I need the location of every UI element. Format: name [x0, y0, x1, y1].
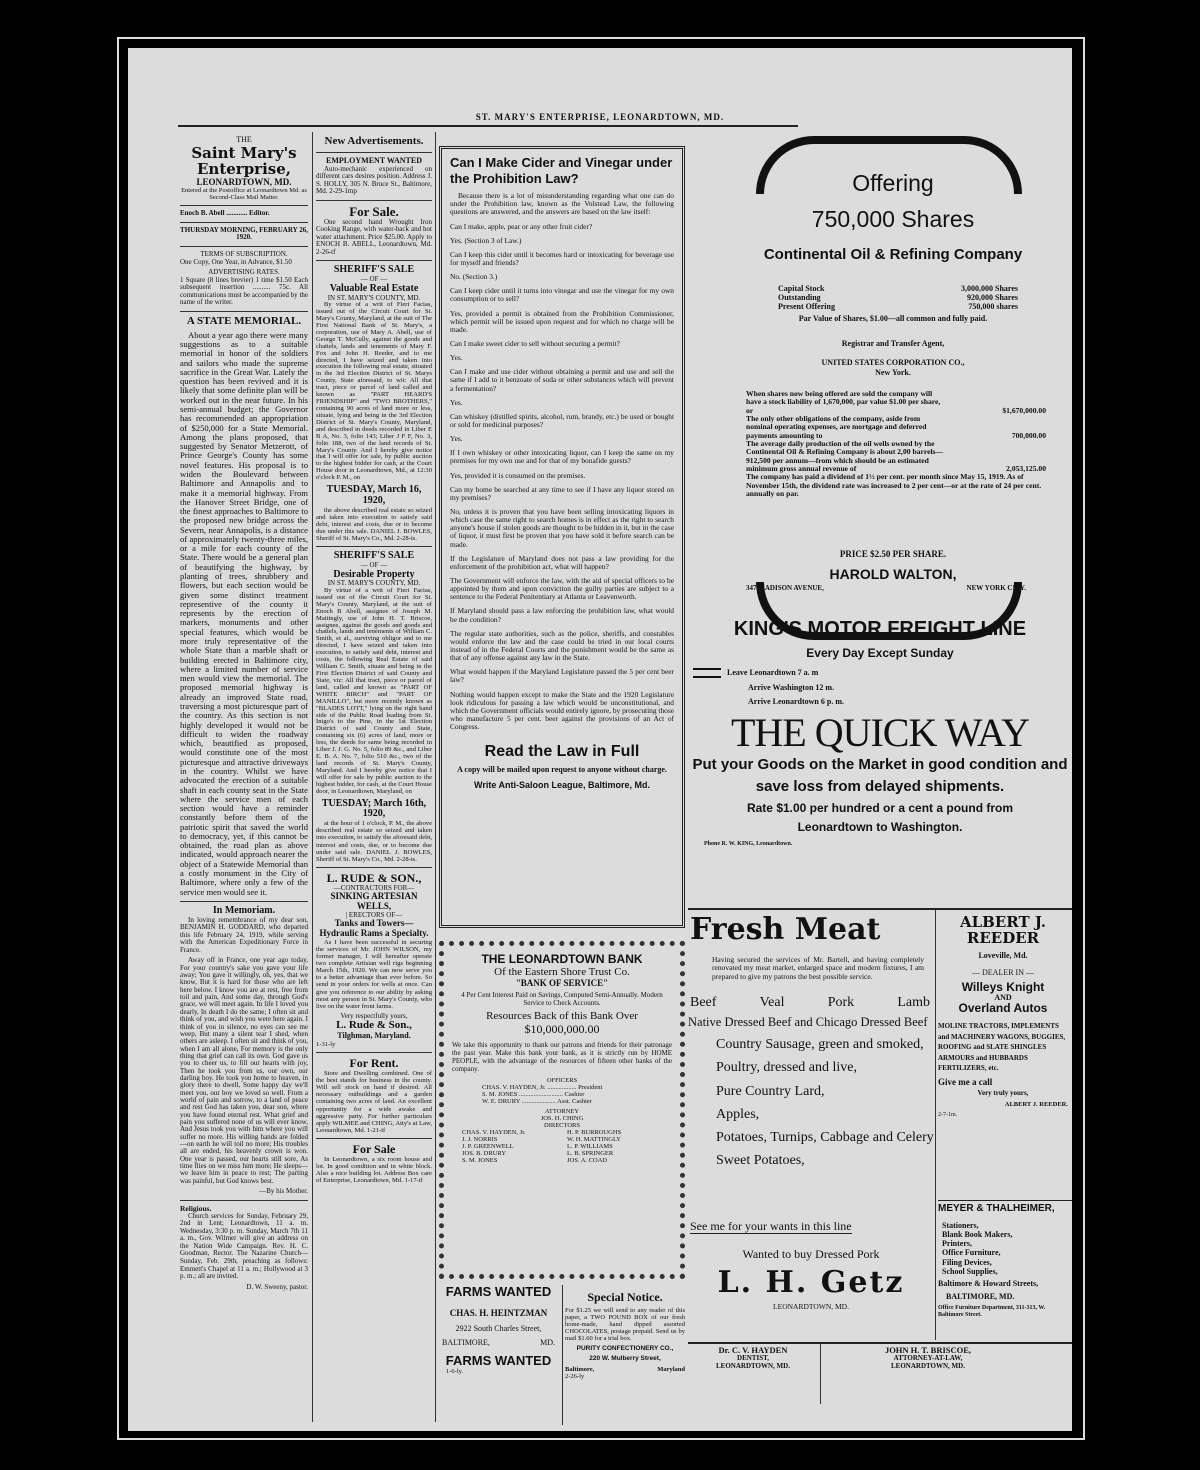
special-city: Baltimore, [565, 1366, 595, 1374]
masthead-title: Saint Mary's Enterprise, [191, 143, 297, 179]
cider-qa-10: Can whiskey (distilled spirits, alcohol, rum, brandy, etc.) be used or bought or sold for medicinal purposes? [450, 411, 674, 429]
meyer-dept: Office Furniture Department, 311-313, W. Baltimore Street. [938, 1305, 1046, 1318]
memoriam-sign: —By his Mother. [259, 1187, 308, 1196]
cider-qa-15: No, unless it is proven that you have been selling intoxicating liquors in which case the same right to search homes is in effect as the right to search anyone's house if stolen goods are thought to be hidden in it, but in the case of liquor, it must first be proven that you have sold it before search can be made. [450, 506, 674, 549]
cider-qa-14: Can my home be searched at any time to see if I have any liquor stored on my premises? [450, 484, 674, 502]
sheriff2-heading: SHERIFF'S SALE [333, 550, 415, 562]
meat-kind: Lamb [897, 994, 930, 1010]
kings-freight-ad [688, 613, 1072, 903]
meyer-item: Printers, [942, 1239, 972, 1249]
meat-item: Potatoes, Turnips, Cabbage and Celery [716, 1129, 934, 1145]
meat-kind: Beef [690, 994, 717, 1010]
briscoe-name: JOHN H. T. BRISCOE, [884, 1346, 972, 1355]
bank-attorney-head: ATTORNEY [544, 1108, 580, 1115]
oil-company: Continental Oil & Refining Company [763, 246, 1023, 263]
bank-resources: Resources Back of this Bank Over [486, 1010, 638, 1022]
briscoe-card [823, 1346, 1033, 1406]
memorial-body: About a year ago there were many suggestions as to a suitable memorial in honor of the soldiers and sailors who made the supreme sacrifice in the Great War. Lately the question has been revived and it is likely that some definite plan will be worked out in the near future. In his semi-annual budget; the Governor has recommended an appropriation of $250,000 for a State Memorial. Among the plans proposed, that suggested by Senator Metzerott, of Prince George's County has some novel features. His proposal is to widen the Boulevard between Baltimore and Annapolis and to make it a memorial highway. From the Hanover Street Bridge, one of the finest approaches to Baltimore to the proposed new bridge across the Severn, near Annapolis, is a distance of approximately twenty-three miles, or a mile for each county of the State. There would be a general plan of beautifying the highway, by planting of trees, shrubbery and flowers, but each section would be given some distinct treatment representive of the county it represents by the erection of markers, monuments and other special features, which would be more truly representative of the whole State than a marble shaft or building erected in Baltimore city, where a limited number of service men would view the memorial. The proposed memorial highway is already an improved State road, traversing a most picturesque part of the country. As this section is not highly developed it would not be difficult to widen the roadway which, beautified as proposed, would constitute one of the most picturesque and attractive driveways in the country. Whilst we have advocated the erection of a suitable shaft in each county seat in the State where the service men of each section would have a reminder constantly before them of the patriotic spirit that saved the world to democracy, yet, if this cannot be obtained, the road plan as above indicated, would approach nearer the object of a Statewide Memorial than a costly monument in the City of Baltimore, where only a few of the service men would see it. [180, 329, 308, 897]
capital-value: 920,000 Shares [967, 293, 1018, 302]
masthead-entered: Entered at the Postoffice at Leonardtown Md. as Second-Class Mail Matter. [181, 187, 307, 202]
sheriff2-tail: at the hour of 1 o'clock, P. M., the above described real estate so seized and taken into execution, to satisfy the aforesaid debt, interest and costs, due, or to become due under said sale. DANIEL J. BOWLES, Sheriff of St. Mary's Co., Md. 2-28-ts. [316, 820, 432, 863]
meat-native: Native Dressed Beef and Chicago Dressed Beef [688, 1014, 928, 1029]
capital-value: 750,000 shares [968, 302, 1018, 311]
arrow-icon [693, 668, 721, 678]
rude-erectors: | ERECTORS OF— [345, 910, 403, 919]
bank-directors [452, 1129, 672, 1164]
rates-heading: ADVERTISING RATES. [208, 268, 280, 277]
rude-resp: Very respectfully yours, [340, 1011, 408, 1020]
masthead-place: LEONARDTOWN, MD. [196, 176, 292, 187]
oil-shares: 750,000 Shares [811, 206, 975, 232]
director: J. J. NORRIS [462, 1136, 498, 1143]
meat-item: Sweet Potatoes, [716, 1152, 805, 1168]
forsale-text: One second hand Wrought Iron Cooking Range, with water-back and hot water attachment. Price $25.00. Apply to ENOCH B. ABELL, Leonardtown, Md. 2-26-tf [316, 217, 432, 256]
oil-production-amt: 2,053,125.00 [1006, 464, 1046, 474]
meat-wanted: Wanted to buy Dressed Pork [742, 1246, 880, 1261]
religious-heading: Religious. [180, 1203, 212, 1213]
meat-place: LEONARDTOWN, MD. [773, 1302, 849, 1312]
meat-item: Pure Country Lard, [716, 1083, 825, 1099]
director: L. P. WILLIAMS [567, 1143, 613, 1150]
cider-qa-8: Can I make and use cider without obtaining a permit and use and sell the same if I add to it benzoate of soda or other substances which will prevent a fermentation? [450, 367, 674, 393]
newspaper-page [128, 48, 1072, 1431]
bank-motto: "BANK OF SERVICE" [515, 978, 609, 988]
kings-schedule-0: Leave Leonardtown 7 a. m [693, 668, 1072, 678]
meyer-item: Blank Book Makers, [942, 1229, 1013, 1239]
oil-production: The average daily production of the oil wells owned by the Continental Oil & Refining Company is about 2,00 barrels—912,500 per annum—from which should be an estimated minimum gross annual revenue of [746, 439, 944, 474]
new-ads-heading: New Advertisements. [324, 136, 424, 147]
farms-city: BALTIMORE, [442, 1338, 490, 1348]
bank-officers-head: OFFICERS [546, 1077, 578, 1084]
oil-obligations: The only other obligations of the company, aside from nominal operating expenses, are mortgage and deferred payments amounting to [746, 414, 927, 440]
bank-thanks: We take this opportunity to thank our patrons and friends for their patronage the past year. Make this bank your bank, as it is strictly run by HOME PEOPLE, with the advantage of the resources of fifteen other banks of the company. [452, 1041, 672, 1073]
terms-heading: TERMS OF SUBSCRIPTION. [200, 250, 288, 259]
getz-ad [688, 1220, 934, 1340]
bank-ad [439, 941, 685, 1279]
bank-directors-head: DIRECTORS [544, 1122, 580, 1129]
meat-name: L. H. Getz [717, 1264, 905, 1300]
memorial-heading: A STATE MEMORIAL. [186, 314, 302, 327]
director: J. P. GREENWELL [462, 1143, 514, 1150]
reeder-ad [938, 914, 1068, 1164]
cider-qa-0: Can I make, apple, pear or any other fruit cider? [450, 221, 593, 231]
meyer-item: Stationers, [942, 1220, 979, 1230]
kings-rate: Rate $1.00 per hundred or a cent a pound from Leonardtown to Washington. [746, 800, 1014, 835]
reeder-sign: ALBERT J. REEDER. [1004, 1100, 1068, 1108]
sheriff1-county: IN ST. MARY'S COUNTY, MD. [327, 293, 421, 302]
hayden-card [688, 1346, 818, 1406]
reeder-yours: Very truly yours, [977, 1089, 1029, 1098]
sheriff2-title: Desirable Property [333, 568, 415, 580]
meat-kinds [690, 995, 930, 1010]
reeder-and: AND [994, 992, 1012, 1002]
forrent-heading: For Rent. [349, 1056, 399, 1071]
sheriff1-body: By virtue of a writ of Fieri Facias, issued out of the Circuit Court for St. Mary's County, Maryland, at the suit of The First National Bank of St. Mary's, a corporation, use of Mary A. Abell, use of George T. McCully, against the goods and chattels, lands and tenements of Mary F. Fox and John H. Reeder, and to me directed, I have seized and taken into execution the following real estate, situated in the 3rd Election District of St. Marys County, State aforesaid, to wit: All that tract, piece or parcel of land called and known as "PART HEARD'S FRIENDSHIP" and "TWO BROTHERS," containing 90 acres of land more or less, situate, lying and being in the 3rd Election District of St. Mary's County, Maryland, and described in deeds recorded in Liber E B A, No. 3, folio 143; Liber J F F, No. 3, folio 188, two of the land records of St. Mary's County. And I hereby give notice that I will offer for sale, by public auction to the highest bidder for cash, at the Court House door in Leonardtown, Md., at 12:30 o'clock P. M., on [316, 301, 432, 482]
director: JOS. A. COAD [567, 1157, 608, 1164]
employment-text: Auto-mechanic experienced on different cars desires position. Address J. S. HOLLY, 305 N. Bruce St., Baltimore, Md. 2-29-1mp [316, 164, 432, 196]
masthead-the: THE [236, 136, 252, 144]
meat-kind: Veal [759, 994, 785, 1010]
kings-put: Put your Goods on the Market in good condition and save loss from delayed shipments. [692, 755, 1068, 796]
column-1 [180, 136, 308, 1426]
terms-text: One Copy, One Year, in Advance, $1.50 [180, 257, 292, 266]
hayden-place: LEONARDTOWN, MD. [716, 1361, 790, 1370]
sheriff1-heading: SHERIFF'S SALE [333, 264, 415, 276]
meat-see: See me for your wants in this line [690, 1220, 852, 1233]
meyer-name: MEYER & THALHEIMER, [938, 1204, 1055, 1214]
cider-qa-16: If the Legislature of Maryland does not pass a law providing for the enforcement of the prohibition act, what will happen? [450, 553, 674, 571]
bank-amount: $10,000,000.00 [524, 1022, 600, 1036]
cider-write: Write Anti-Saloon League, Baltimore, Md. [473, 780, 650, 791]
bank-of: Of the Eastern Shore Trust Co. [494, 966, 630, 978]
oil-corp: UNITED STATES CORPORATION CO., [821, 358, 965, 367]
oil-dividend: The company has paid a dividend of 1½ per cent. per month since May 15, 1919. As of November 15th, the dividend rate was increased to 2 per cent—or at the rate of 24 per cent. annually on par. [746, 472, 1042, 499]
bank-interest: 4 Per Cent Interest Paid on Savings, Computed Semi-Annually. Modern Service to Check Accounts. [461, 991, 663, 1007]
reeder-cars2: Overland Autos [958, 1001, 1048, 1016]
director: JOS. B. DRURY [462, 1150, 507, 1157]
meat-item: Country Sausage, green and smoked, [716, 1037, 924, 1053]
cider-intro: Because there is a lot of misunderstanding regarding what one can do under the Prohibition law, known as the Volstead Law, the following questions are answered, and the answers are based on the law itself: [450, 192, 674, 217]
kings-phone: Phone R. W. KING, Leonardtown. [704, 841, 793, 848]
page-header: ST. MARY'S ENTERPRISE, LEONARDTOWN, MD. [475, 112, 725, 122]
rude-wells: SINKING ARTESIAN WELLS, [330, 891, 418, 912]
rude-body: As I have been successful in securing the services of Mr. JOHN WILSON, my former manager, I will hereafter operate two complete Artisian well rigs beginning March 15th, 1920. We can now serve you to a better advantage than ever before. So send in your orders for wells at once. Can give you reference to our ability by asking most any person in St. Mary's County, who live on the water front farms. [316, 938, 432, 1010]
sheriff2-body: By virtue of a writ of Fieri Facias, issued out of the Circuit Court for St. Mary's County, Maryland, at the suit of Enoch B Abell, assignee of Joseph M. Mattingly, use of John H. T. Briscoe, assignee, against the goods and goods and chattels, lands and tenements of William C. Smith, et al., surviving obligor and to me directed, I have seized and taken into execution, to satisfy said debt, interest and costs, the following Real Estate of said William C. Smith, situate and being in the First Election District of said County and State, viz: All that tract, piece or parcel of land, called and known as "PART OF WHITE BIRCH" and "PART OF MANILLO", but more recently known as "BLADES LOTT," lying on the right hand side of the Public Road leading from St. Inigo's to the Pine, in the 1st Election District of said County and State, containing six (6) acres of land, more or less, the deeds for same being recorded in Liber J. J. G. No. 5, folio 89 &c., and Liber E. B. A. No. 7, folio 510 &c., two of the land records of St. Mary's County, Maryland. And I hereby give notice that I will offer for sale by public auction to the highest bidder, for cash, at the Court House door, in Leonardtown, Maryland, on [316, 586, 432, 795]
director: L. B. SPRINGER [567, 1150, 614, 1157]
sheriff1-tail: the above described real estate so seized and taken into execution to satisfy said debt, interest and costs, due or to become due under this sale. DANIEL J. BOWLES, Sheriff of St. Mary's Co., Md. 2-28-ts. [316, 506, 432, 543]
forsale-heading: For Sale. [349, 203, 399, 219]
sheriff1-title: Valuable Real Estate [329, 282, 419, 294]
cider-qa-9: Yes. [450, 397, 463, 407]
reeder-dealer: — DEALER IN — [972, 968, 1034, 977]
memoriam-poem: Away off in France, one year ago today, For your country's sake you gave your life away; You gave it willingly, oh, yes, that we know, But it is hard for those who are left here below. I know you are at rest, free from toil and pain, And some day, through God's grace, we will meet again. In life I loved you dearly, In death I do the same; I often sit and think of you, and wish you were here again. I think of you in silence, no eyes can see me weep, But many a silent tear I shed, when others are asleep. I often sit and think of you, when I am all alone, For memory is the only thing that grief can call its own. God gave us you to cheer us, to fill our hearts with joy, Then he took you from us, our own, our darling boy. He took you home to heaven, in glory there to dwell, Some happy day we'll meet you, our boy we loved so well. From a world of pain and sorrow, to a land of peace and rest God has taken you, dear son, where you have found eternal rest. What grief and pain you suffered none of us will ever know, And Jesus took you with him where you will suffer no more. His willing hands are folded—on earth he will toil no more; His troubles all are ended, his heavenly crown is won. One year is passed, our hearts still sore, As time flies on we miss him more; He sleeps—we leave him in peace to rest; The parting was painful, but God knows best. [180, 956, 308, 1185]
masthead-editor: Enoch B. Abell ............ Editor. [180, 209, 270, 218]
bank-officer: S. M. JONES ........................... Cashier [482, 1091, 585, 1098]
rude-sub: —CONTRACTORS FOR— [333, 883, 415, 892]
briscoe-title: ATTORNEY-AT-LAW, [893, 1354, 963, 1363]
oil-details [746, 390, 1046, 498]
kings-every: Every Day Except Sunday [806, 645, 954, 660]
cider-title: Can I Make Cider and Vinegar under the Prohibition Law? [450, 155, 673, 186]
farms-head: FARMS WANTED [445, 1285, 552, 1299]
hayden-title: DENTIST, [737, 1354, 769, 1363]
cider-qa-5: Yes, provided a permit is obtained from the Prohibition Commissioner, which permit will be issued upon request and for which no charge will be made. [450, 308, 674, 334]
oil-offering: Offering [852, 170, 934, 196]
oil-price: PRICE $2.50 PER SHARE. [839, 549, 947, 559]
reeder-name: ALBERT J. REEDER [959, 914, 1047, 948]
briscoe-place: LEONARDTOWN, MD. [891, 1361, 965, 1370]
special-date: 2-26-ly [565, 1373, 585, 1381]
meyer-addr: Baltimore & Howard Streets, [938, 1278, 1039, 1288]
special-co: PURITY CONFECTIONERY CO., [576, 1345, 674, 1353]
cider-qa-4: Can I keep cider until it turns into vinegar and use the vinegar for my own consumption or to sell? [450, 286, 674, 304]
meat-title: Fresh Meat [690, 914, 881, 947]
masthead-date: THURSDAY MORNING, FEBRUARY 26, 1920. [180, 225, 308, 242]
reeder-date: 2-7-1m. [938, 1111, 958, 1118]
cider-qa-20: What would happen if the Maryland Legislature passed the 5 per cent beer law? [450, 667, 674, 685]
cider-qa-18: If Maryland should pass a law enforcing the prohibition law, what would be the condition? [450, 606, 674, 624]
kings-quick: THE QUICK WAY [730, 709, 1030, 755]
oil-sold: When shares now being offered are sold the company will have a stock liability of 1,670,000, par value $1.00 per share, or [746, 389, 941, 415]
rude-tanks: Tanks and Towers—Hydraulic Rams a Specialty. [319, 918, 429, 939]
kings-schedule-2: Arrive Leonardtown 6 p. m. [748, 697, 844, 707]
oil-agent: HAROLD WALTON, [829, 566, 957, 582]
rude-heading: L. RUDE & SON., [326, 870, 422, 885]
capital-label: Outstanding [778, 293, 821, 302]
oil-capital [778, 284, 1018, 311]
director: CHAS. V. HAYDEN, Jr. [462, 1129, 526, 1136]
cider-qa-11: Yes. [450, 434, 463, 444]
rude-sign: L. Rude & Son., [336, 1019, 412, 1032]
farms-ad [436, 1285, 561, 1425]
meyer-items [938, 1221, 1068, 1276]
cider-qa-19: The regular state authorities, such as the police, sheriffs, and constables would enforce the law and the case could be tried in our local courts instead of in the Federal Courts and the punishment would be the same as that of any offense against any law in the State. [450, 628, 674, 663]
cider-read: Read the Law in Full [484, 743, 640, 761]
header-rule [178, 125, 798, 127]
farms-date: 1-6-ly. [446, 1368, 464, 1376]
oil-agent-addr: 347 MADISON AVENUE, [746, 584, 824, 592]
director: S. M. JONES [462, 1157, 498, 1164]
meat-item: Poultry, dressed and live, [716, 1060, 858, 1076]
meat-kind: Pork [827, 994, 855, 1010]
sheriff2-date: TUESDAY; March 16th, 1920, [321, 797, 427, 820]
reeder-cars: Willeys Knight [961, 979, 1045, 994]
cider-qa-21: Nothing would happen except to make the State and the 1920 Legislature look ridiculous for passing a law which would be unconstitutional, and which the Government officials would entirely ignore, by prosecuting those who manufacture 5 per cent. beer against the provisions of an Act of Congress. [450, 689, 674, 732]
fresh-meat-ad [688, 914, 934, 1214]
kings-schedule-1: Arrive Washington 12 m. [748, 682, 835, 692]
oil-sold-amt: $1,670,000.00 [1002, 405, 1046, 415]
meyer-item: School Supplies, [942, 1266, 998, 1276]
rude-place: Tilghman, Maryland. [337, 1031, 411, 1041]
farms-head-2: FARMS WANTED [445, 1353, 552, 1368]
oil-agent-city: NEW YORK CITY. [966, 584, 1026, 592]
hayden-name: Dr. C. V. HAYDEN [718, 1346, 788, 1355]
cider-qa-2: Can I keep this cider until it becomes hard or intoxicating for beverage use for myself and friends? [450, 249, 674, 268]
bank-officer: CHAS. V. HAYDEN, Jr. .................. President [482, 1084, 603, 1091]
cider-qa-17: The Government will enforce the law, with the aid of special officers to be appointed by them and upon conviction the guilty parties are subject to a sentence to the Federal Penitentiary at Atlanta or Leavenworth. [450, 575, 674, 602]
cider-qa-1: Yes. (Section 3 of Law.) [450, 235, 522, 245]
memoriam-heading: In Memoriam. [212, 904, 276, 916]
meyer-ad [938, 1204, 1068, 1340]
employment-heading: EMPLOYMENT WANTED [326, 155, 422, 165]
column-2 [316, 136, 432, 1426]
meyer-item: Office Furniture, [942, 1248, 1001, 1258]
farms-addr: 2922 South Charles Street, [455, 1323, 542, 1333]
special-state: Maryland [657, 1366, 685, 1374]
farms-state: MD. [540, 1338, 555, 1348]
farms-name: CHAS. H. HEINTZMAN [449, 1308, 548, 1319]
oil-ny: New York. [875, 368, 911, 377]
director: W. H. MATTINGLY [567, 1136, 621, 1143]
capital-label: Capital Stock [778, 284, 825, 293]
sheriff2-of: — OF — [360, 561, 388, 570]
meat-intro: Having secured the services of Mr. Bartell, and having completely renovated my meat market, enlarged space and modern fixtures, I am prepared to give my patrons the best possible service. [712, 955, 924, 981]
oil-offering-ad [728, 134, 1058, 639]
reeder-call: Give me a call [938, 1076, 993, 1087]
capital-label: Present Offering [778, 302, 835, 311]
special-body: For $1.25 we will send to any reader of this paper, a TWO POUND BOX of our fresh home-made, hand dipped assorted CHOCOLATES, postage prepaid. Send us by mail $1.60 for a trial box. [565, 1306, 685, 1343]
meyer-city: BALTIMORE, MD. [946, 1291, 1015, 1301]
forsale2-heading: For Sale [352, 1141, 396, 1156]
oil-obligations-amt: 700,000.00 [1011, 430, 1046, 440]
religious-body: Church services for Sunday, February 29, 2nd in Lent; Leonardtown, 11 a. m. Wednesday, 3:30 p. m. Sunday, March 7th 11 a. m., Gov. Wilmer will give an address on the Nation Wide Campaign. Rev. H. C. Goodman, Rector. The Nazarine Church—Sunday, Feb. 29th, preaching as follows: Emmett's Chapel at 11 a. m.; Hollywood at 3 p. m.; all are invited. [180, 1211, 308, 1281]
forsale2-text: In Leonardtown, a six room house and lot. In good condition and in white block. Also a nice building lot. Address Box care of Enterprise, Leonardtown, Md. 1-17-tf [316, 1155, 432, 1185]
forrent-text: Store and Dwelling combined. One of the best stands for business in the county. Will sell stock on hand if desired. All necessary outbuildings and a garden containing two acres of land. An excellent opportunity for a wide awake and aggressive party. For further particulars apply WILMEE and CHING, Atty's at Law, Leonardtown, Md. 1-21-tf [316, 1069, 432, 1134]
sheriff1-of: — OF — [360, 275, 388, 284]
meat-item: Apples, [716, 1106, 760, 1122]
sheriff2-county: IN ST. MARY'S COUNTY, MD. [327, 579, 421, 588]
religious-sign: D. W. Sweeny, pastor. [246, 1282, 308, 1291]
capital-value: 3,000,000 Shares [961, 284, 1018, 293]
director: H. P. BURROUGHS [567, 1129, 622, 1136]
memoriam-intro: In loving remembrance of my dear son, BENJAMIN H. GODDARD, who departed this life February 24, 1919, while serving with the American Expeditionary Force in France. [180, 915, 308, 954]
cider-ad [439, 146, 685, 928]
rates-text: 1 Square (8 lines brevier) 1 time $1.50 Each subsequent insertion .......... 75c. All communications must be accompanied by the name of the writer. [180, 275, 308, 307]
sheriff1-date: TUESDAY, March 16, 1920, [326, 484, 422, 506]
reeder-place: Loveville, Md. [978, 951, 1028, 961]
special-head: Special Notice. [587, 1291, 663, 1304]
oil-par: Par Value of Shares, $1.00—all common and fully paid. [798, 314, 988, 323]
bank-name: THE LEONARDTOWN BANK [481, 952, 643, 966]
bank-officer: W. E. DRURY ..................... Asst. Cashier [482, 1098, 592, 1105]
rude-date: 1-31-ly [316, 1040, 336, 1048]
cider-qa-12: If I own whiskey or other intoxicating liquor, can I keep the same on my premises for my own use and for that of my bonafide guests? [450, 448, 674, 466]
bank-attorney: JOS. H. CHING [540, 1115, 584, 1122]
cider-copy: A copy will be mailed upon request to anyone without charge. [457, 765, 667, 775]
cider-qa-3: No. (Section 3.) [450, 272, 498, 282]
cider-qa-7: Yes. [450, 353, 463, 363]
meyer-item: Filing Devices, [942, 1257, 992, 1267]
kings-title: KING'S MOTOR FREIGHT LINE [733, 618, 1027, 640]
oil-registrar: Registrar and Transfer Agent, [841, 339, 945, 348]
cider-qa-13: Yes, provided it is consumed on the premises. [450, 470, 586, 480]
cider-body [450, 192, 674, 737]
cider-qa-6: Can I make sweet cider to sell without securing a permit? [450, 339, 620, 349]
reeder-items: MOLINE TRACTORS, IMPLEMENTS and MACHINERY WAGONS, BUGGIES, ROOFING and SLATE SHINGLES ARMOURS and HUBBARDS FERTILIZERS, etc. [938, 1022, 1066, 1073]
special-addr: 220 W. Mulberry Street, [589, 1355, 661, 1363]
special-notice-ad [565, 1291, 685, 1425]
